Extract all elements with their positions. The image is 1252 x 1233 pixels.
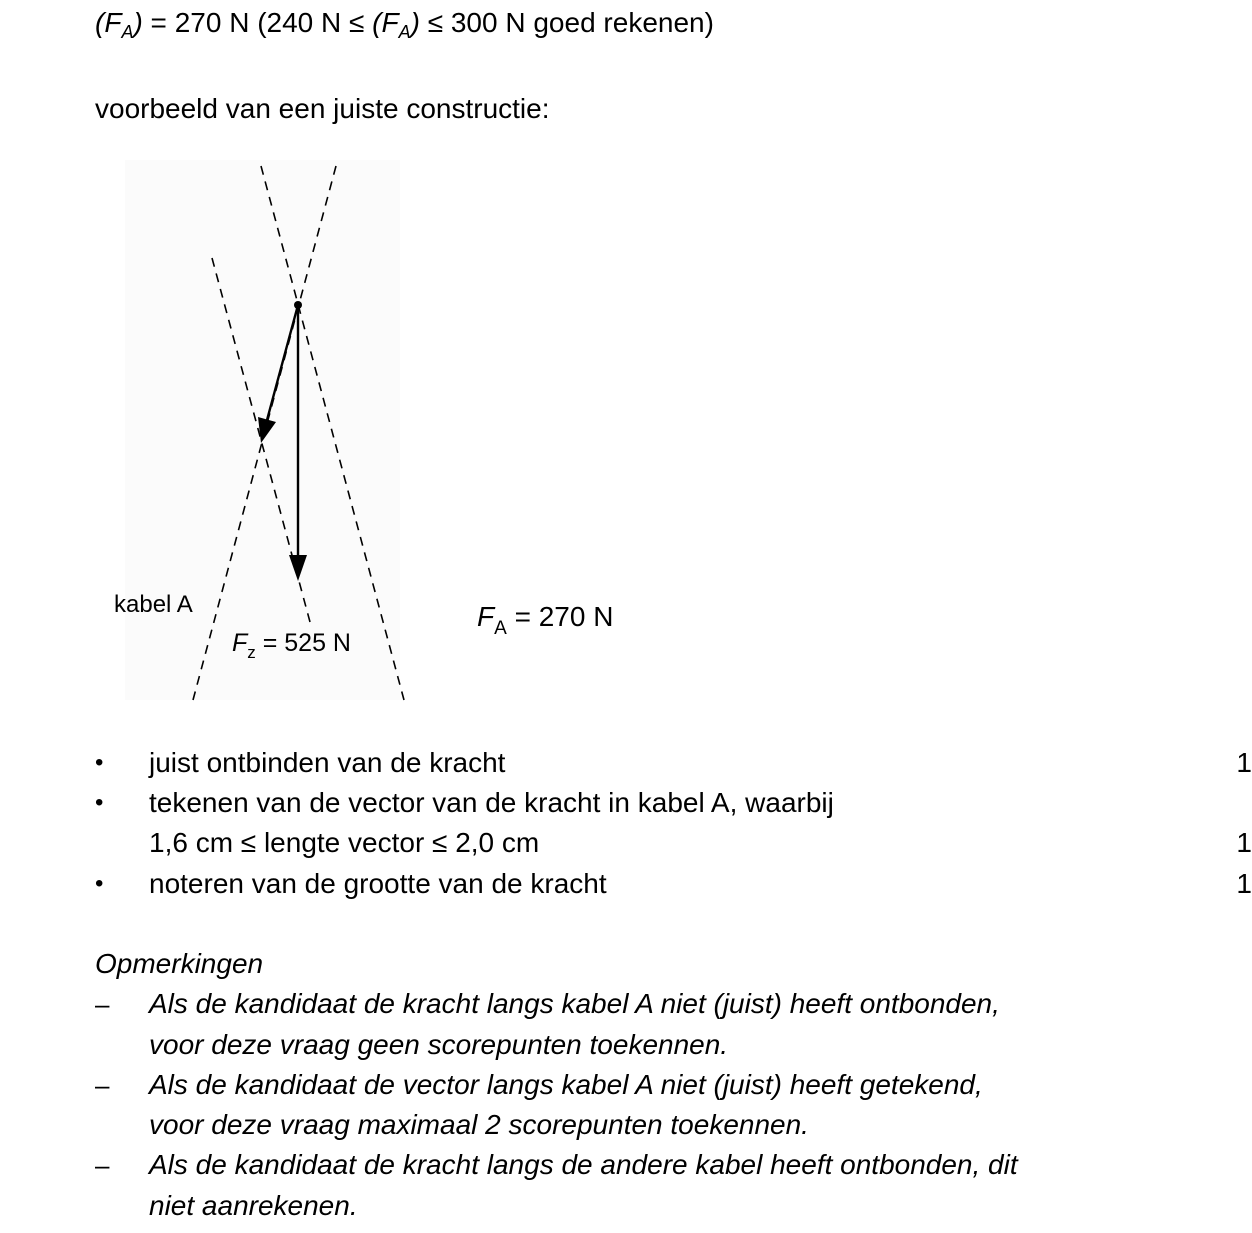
criterion-3-text: noteren van de grootte van de kracht — [149, 868, 607, 899]
tolerance-tail: ≤ 300 N goed rekenen) — [419, 7, 714, 38]
remark-1-text-cont: voor deze vraag geen scorepunten toekennen. — [149, 1029, 729, 1060]
criterion-3-bullet: • — [95, 870, 104, 897]
remark-3-text: Als de kandidaat de kracht langs de andere kabel heeft ontbonden, dit — [149, 1149, 1018, 1180]
remarks-heading: Opmerkingen — [95, 948, 264, 979]
criterion-1-bullet: • — [95, 749, 104, 776]
remark-2-text: Als de kandidaat de vector langs kabel A niet (juist) heeft getekend, — [149, 1069, 983, 1100]
criterion-2-text: tekenen van de vector van de kracht in kabel A, waarbij — [149, 787, 834, 818]
force-construction-diagram — [0, 140, 700, 720]
remark-3-text-cont: niet aanrekenen. — [149, 1190, 358, 1221]
fa-result-label: $F_A = 270$ N — [477, 601, 614, 639]
tolerance-line — [95, 3, 714, 43]
remark-1-dash: – — [95, 989, 110, 1019]
kabel-a-label: kabel A — [114, 591, 193, 618]
tolerance-text: = 270 N (240 N ≤ — [142, 7, 373, 38]
fa-symbol-2: $(F_A)$ — [372, 7, 420, 42]
criterion-1-text: juist ontbinden van de kracht — [149, 747, 506, 778]
application-point — [294, 301, 302, 309]
criterion-2-text-cont: 1,6 cm ≤ lengte vector ≤ 2,0 cm — [149, 827, 540, 858]
criterion-2-bullet: • — [95, 789, 104, 816]
remark-2-text-cont: voor deze vraag maximaal 2 scorepunten toekennen. — [149, 1109, 809, 1140]
construction-intro: voorbeeld van een juiste constructie: — [95, 93, 550, 124]
remark-2-dash: – — [95, 1070, 110, 1100]
fa-symbol: $(F_A)$ — [95, 7, 143, 42]
criterion-3-points: 1 — [1236, 868, 1252, 899]
remark-1-text: Als de kandidaat de kracht langs kabel A niet (juist) heeft ontbonden, — [149, 988, 1000, 1019]
remark-3-dash: – — [95, 1150, 110, 1180]
fz-label: $F_z = 525$ N — [232, 629, 351, 662]
criterion-2-points: 1 — [1236, 827, 1252, 858]
criterion-1-points: 1 — [1236, 747, 1252, 778]
